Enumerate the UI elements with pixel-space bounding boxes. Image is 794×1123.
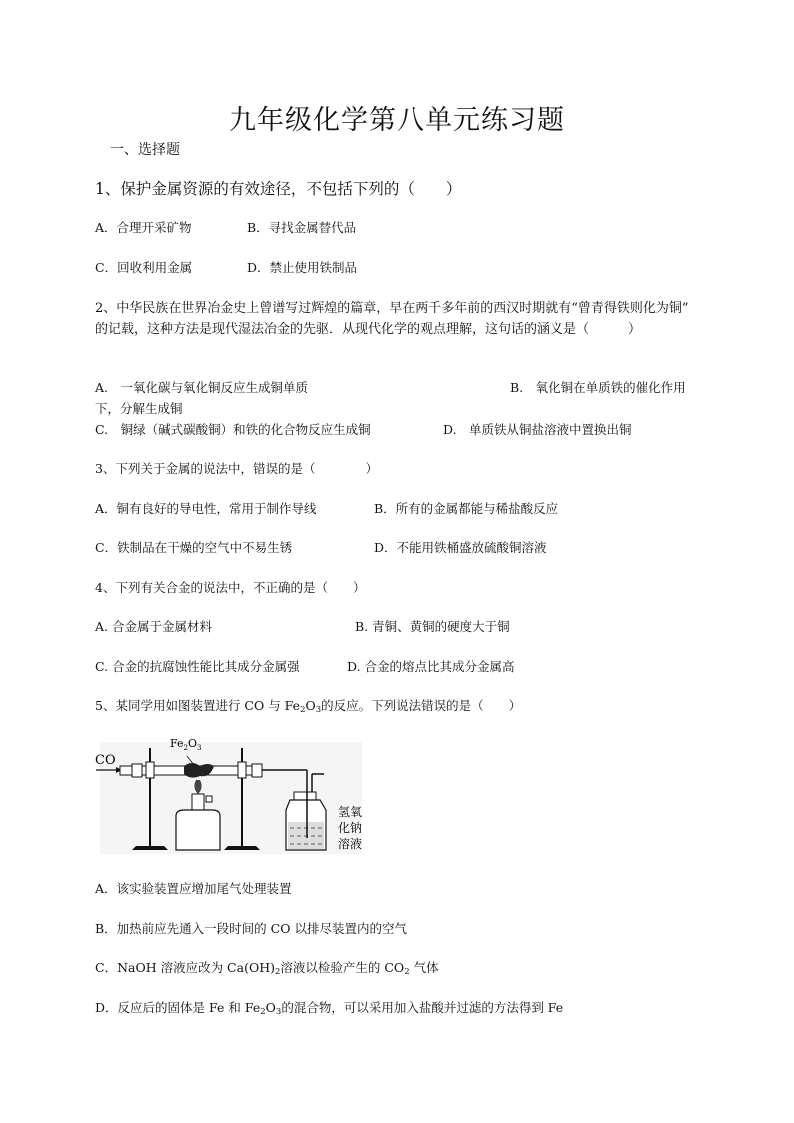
q4-option-d: D. 合金的熔点比其成分金属高	[347, 659, 515, 674]
q5-option-c: C．NaOH 溶液应改为 $Ca(OH)_2$溶液以检验产生的 $CO_2$ 气体	[95, 960, 439, 977]
q2-option-a: A. 一氧化碳与氧化铜反应生成铜单质	[95, 380, 309, 395]
q5-option-d: D．反应后的固体是 Fe 和 $Fe_2O_3$的混合物，可以采用加入盐酸并过滤的方法得到 Fe	[95, 1000, 564, 1017]
q3-option-c: C．铁制品在干燥的空气中不易生锈	[95, 540, 293, 555]
q2-option-b-continued: 下，分解生成铜	[95, 401, 183, 416]
q4-option-a: A. 合金属于金属材料	[95, 619, 212, 634]
question-2-stem-line2: 的记载，这种方法是现代湿法冶金的先驱．从现代化学的观点理解，这句话的涵义是（ ）	[95, 322, 642, 337]
q3-option-d: D．不能用铁桶盛放硫酸铜溶液	[374, 540, 547, 555]
right-stopper	[252, 764, 262, 777]
solution-label-2: 化钠	[338, 821, 363, 835]
question-4-stem: 4、下列有关合金的说法中，不正确的是（ ）	[95, 580, 366, 595]
q2-option-c: C. 铜绿（碱式碳酸铜）和铁的化合物反应生成铜	[95, 422, 371, 437]
solution-label-1: 氢氧	[338, 805, 363, 819]
question-3-stem: 3、下列关于金属的说法中，错误的是（ ）	[95, 461, 378, 476]
section-heading: 一、选择题	[110, 142, 180, 158]
q1-option-b: B．寻找金属替代品	[247, 220, 357, 235]
left-stand-base	[132, 846, 168, 850]
burner-valve	[206, 796, 212, 802]
burner-neck	[192, 794, 204, 810]
apparatus-figure	[92, 734, 370, 854]
q1-option-c: C．回收利用金属	[95, 260, 193, 275]
q5-option-b: B．加热前应先通入一段时间的 CO 以排尽装置内的空气	[95, 921, 407, 936]
fe2o3-label: $Fe_2O_3$	[170, 737, 202, 752]
solution-label-3: 溶液	[338, 837, 363, 851]
q3-option-a: A．铜有良好的导电性，常用于制作导线	[95, 501, 317, 516]
left-clamp	[146, 762, 154, 778]
right-stand-base	[224, 846, 260, 850]
question-5-stem: 5、某同学用如图装置进行 CO 与 $Fe_2O_3$的反应。下列说法错误的是（ ）	[95, 698, 522, 715]
q3-option-b: B．所有的金属都能与稀盐酸反应	[374, 501, 559, 516]
q2-option-d: D. 单质铁从铜盐溶液中置换出铜	[443, 422, 632, 437]
q2-option-b: B. 氧化铜在单质铁的催化作用	[510, 380, 686, 395]
right-clamp	[238, 762, 246, 778]
naoh-solution	[288, 822, 324, 849]
question-2-stem-line1: 2、中华民族在世界冶金史上曾谱写过辉煌的篇章，早在两千多年前的西汉时期就有“曾青得铁则化为铜”	[95, 301, 689, 316]
bottle-stopper	[294, 792, 316, 800]
question-1-stem: 1、保护金属资源的有效途径，不包括下列的（ ）	[95, 180, 462, 198]
q1-option-a: A．合理开采矿物	[95, 220, 192, 235]
q4-option-c: C. 合金的抗腐蚀性能比其成分金属强	[95, 659, 300, 674]
burner-body	[176, 810, 220, 850]
q4-option-b: B. 青铜、黄铜的硬度大于铜	[355, 619, 510, 634]
co-label: CO	[95, 753, 116, 768]
q5-option-a: A．该实验装置应增加尾气处理装置	[95, 881, 292, 896]
q1-option-d: D．禁止使用铁制品	[247, 260, 358, 275]
left-stopper	[132, 764, 142, 777]
page-title: 九年级化学第八单元练习题	[229, 105, 565, 136]
